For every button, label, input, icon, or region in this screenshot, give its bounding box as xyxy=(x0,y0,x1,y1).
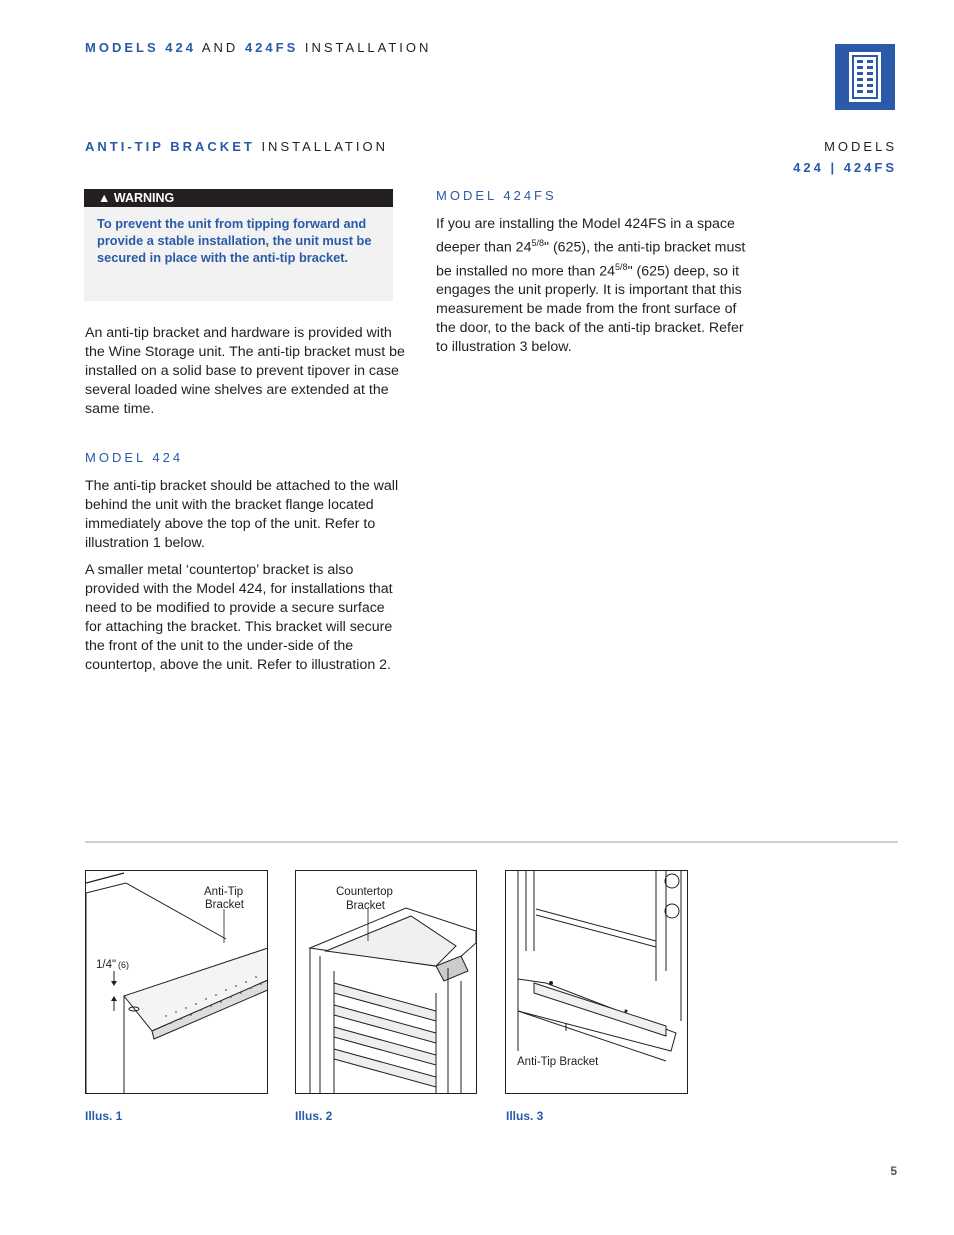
illus-3-label: Anti-Tip Bracket xyxy=(517,1056,599,1068)
illustration-2 xyxy=(295,870,477,1094)
illus-1-caption: Illus. 1 xyxy=(85,1109,123,1123)
model-424fs-text-3: " (625) deep, so it engages the unit properly. It is important that this measurement be made from the front surface of the door, to the back of the anti-tip bracket. Refer to illustration 3 below. xyxy=(436,263,744,356)
header-model-a: 424 xyxy=(165,40,196,55)
illus-1-dimension-mm: (6) xyxy=(118,960,129,970)
warning-text: To prevent the unit from tipping forward and provide a stable installation, the unit must be secured in place with the anti-tip bracket. xyxy=(97,216,372,265)
illus-3-caption: Illus. 3 xyxy=(506,1109,544,1123)
section-divider xyxy=(85,841,898,843)
intro-paragraph: An anti-tip bracket and hardware is provided with the Wine Storage unit. The anti-tip bracket must be installed on a solid base to prevent tipover in case several loaded wine shelves are extended at the same time. xyxy=(85,325,405,417)
section-title-bold: ANTI-TIP BRACKET xyxy=(85,139,255,154)
warning-label: WARNING xyxy=(113,191,175,205)
illus-1-label-line2: Bracket xyxy=(205,899,244,911)
header-model-b: 424FS xyxy=(244,40,299,55)
models-label-line1: MODELS xyxy=(824,139,897,154)
wine-storage-logo-icon xyxy=(835,44,895,110)
illus-2-caption: Illus. 2 xyxy=(295,1109,333,1123)
models-label xyxy=(793,139,897,175)
warning-bar xyxy=(84,189,393,207)
model-424fs-paragraph xyxy=(436,215,758,357)
page-number: 5 xyxy=(890,1164,897,1178)
model-424-paragraph-2: A smaller metal ‘countertop’ bracket is also provided with the Model 424, for installations that need to be modified to provide a secure surface for attaching the bracket. This bracket will secure the front of the unit to the under-side of the countertop, above the unit. Refer to illustration 2. xyxy=(85,562,393,673)
fraction-1: 5/8 xyxy=(531,238,544,248)
section-title xyxy=(85,139,388,154)
fraction-2: 5/8 xyxy=(615,261,628,272)
model-424fs-text-1: If you are installing the Model 424FS in a space deeper than 24 xyxy=(436,216,735,256)
illus-1-label-line1: Anti-Tip xyxy=(204,886,244,898)
header-installation-word: INSTALLATION xyxy=(304,40,432,55)
model-424fs-text-2: " (625), the anti-tip bracket must be installed no more than 24 xyxy=(436,239,746,280)
model-424-paragraph-1: The anti-tip bracket should be attached to the wall behind the unit with the bracket flange located immediately above the top of the unit. Refer to illustration 1 below. xyxy=(85,478,399,551)
header-and-word: AND xyxy=(201,40,239,55)
page-header xyxy=(85,40,431,55)
model-424-heading: MODEL 424 xyxy=(85,450,184,465)
illus-1-dimension: 1/4" xyxy=(96,959,117,971)
section-title-rest: INSTALLATION xyxy=(261,139,388,154)
warning-triangle-icon: ▲ xyxy=(98,191,111,205)
models-label-line2: 424 | 424FS xyxy=(793,160,897,175)
model-424fs-heading: MODEL 424FS xyxy=(436,188,557,203)
header-models-word: MODELS xyxy=(85,40,159,55)
illustration-1 xyxy=(85,870,268,1094)
illus-2-label-line2: Bracket xyxy=(346,900,385,912)
illus-2-label-line1: Countertop xyxy=(336,886,393,898)
illustration-3 xyxy=(505,870,688,1094)
warning-box xyxy=(84,189,393,301)
